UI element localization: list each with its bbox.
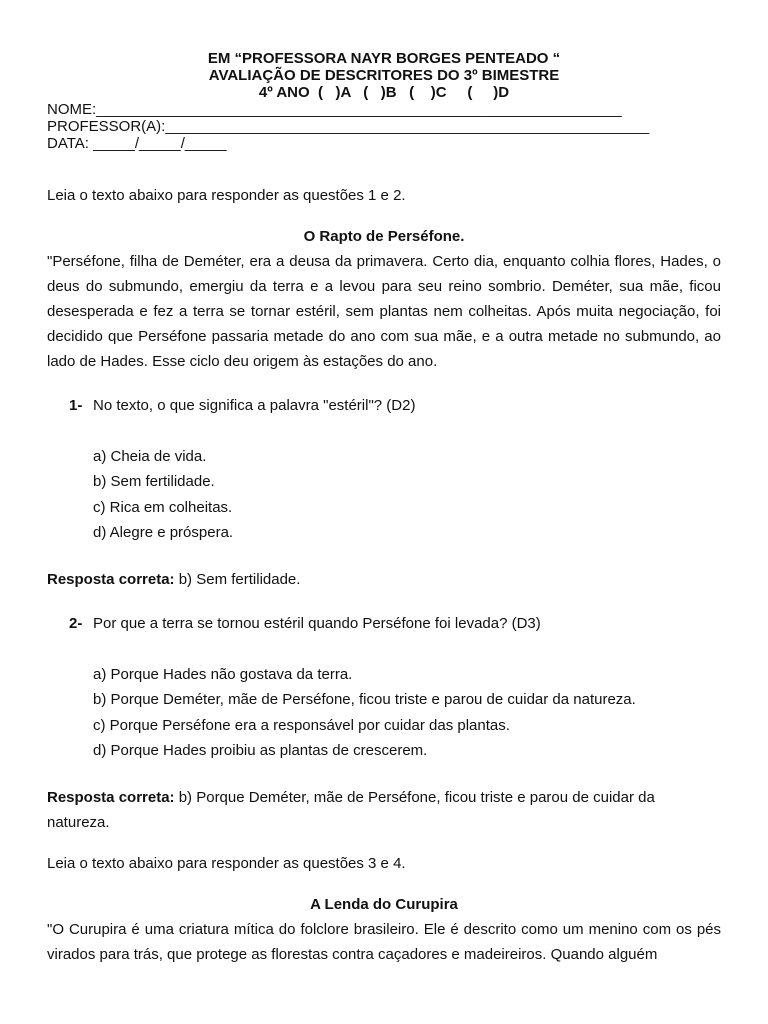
answer-text: b) Porque Deméter, mãe de Perséfone, ficou triste e parou de cuidar da natureza. [47,789,655,832]
answer-label: Resposta correta: [47,571,175,589]
question-2-options [47,662,721,763]
option-b: b) Porque Deméter, mãe de Perséfone, ficou triste e parou de cuidar da natureza. [93,691,636,709]
story-title-2: A Lenda do Curupira [310,896,458,914]
question-number: 1- [69,397,83,414]
option-c: c) Rica em colheitas. [93,498,233,516]
question-1-options [47,444,721,545]
date-field[interactable]: DATA: _____/_____/_____ [47,135,227,152]
grade-line: 4º ANO ( )A ( )B ( )C ( )D [258,84,510,101]
option-b: b) Sem fertilidade. [93,473,215,491]
question-number: 2- [69,615,83,633]
option-c: c) Porque Perséfone era a responsável por cuidar das plantas. [93,716,510,734]
exam-title: AVALIAÇÃO DE DESCRITORES DO 3º BIMESTRE [208,67,560,84]
question-2 [47,614,721,634]
answer-2 [47,785,721,835]
question-1 [47,396,721,416]
name-field[interactable]: NOME:_______________________________________________________________ [47,101,622,118]
teacher-field[interactable]: PROFESSOR(A):__________________________________________________________ [47,118,650,135]
answer-text: b) Sem fertilidade. [174,571,301,589]
story-title-1: O Rapto de Perséfone. [303,228,465,245]
story-text-2: "O Curupira é uma criatura mítica do folclore brasileiro. Ele é descrito como um menino com os pés virados para trás, que protege as florestas contra caçadores e madeireiros. Quando alguém [47,921,721,964]
question-text: No texto, o que significa a palavra "estéril"? (D2) [93,397,416,414]
option-a: a) Porque Hades não gostava da terra. [93,666,353,684]
option-d: d) Porque Hades proibiu as plantas de crescerem. [93,742,428,760]
student-fields [47,101,721,152]
answer-1 [47,567,721,592]
instruction-1: Leia o texto abaixo para responder as questões 1 e 2. [47,187,406,204]
answer-label: Resposta correta: [47,789,175,807]
school-name: EM “PROFESSORA NAYR BORGES PENTEADO “ [207,50,561,67]
option-d: d) Alegre e próspera. [93,523,234,541]
story-text-1: "Perséfone, filha de Deméter, era a deusa da primavera. Certo dia, enquanto colhia flores, Hades, o deus do submundo, emergiu da terra e a levou para seu reino sombrio. Deméter, sua mãe, ficou desesperada e fez a terra se tornar estéril, sem plantas nem colheitas. Após muita negociação, foi decidido que Perséfone passaria metade do ano com sua mãe, e a outra metade no submundo, ao lado de Hades. Esse ciclo deu origem às estações do ano. [47,253,721,370]
instruction-2: Leia o texto abaixo para responder as questões 3 e 4. [47,855,406,873]
document-header [47,50,721,101]
option-a: a) Cheia de vida. [93,448,207,465]
question-text: Por que a terra se tornou estéril quando Perséfone foi levada? (D3) [93,615,541,633]
